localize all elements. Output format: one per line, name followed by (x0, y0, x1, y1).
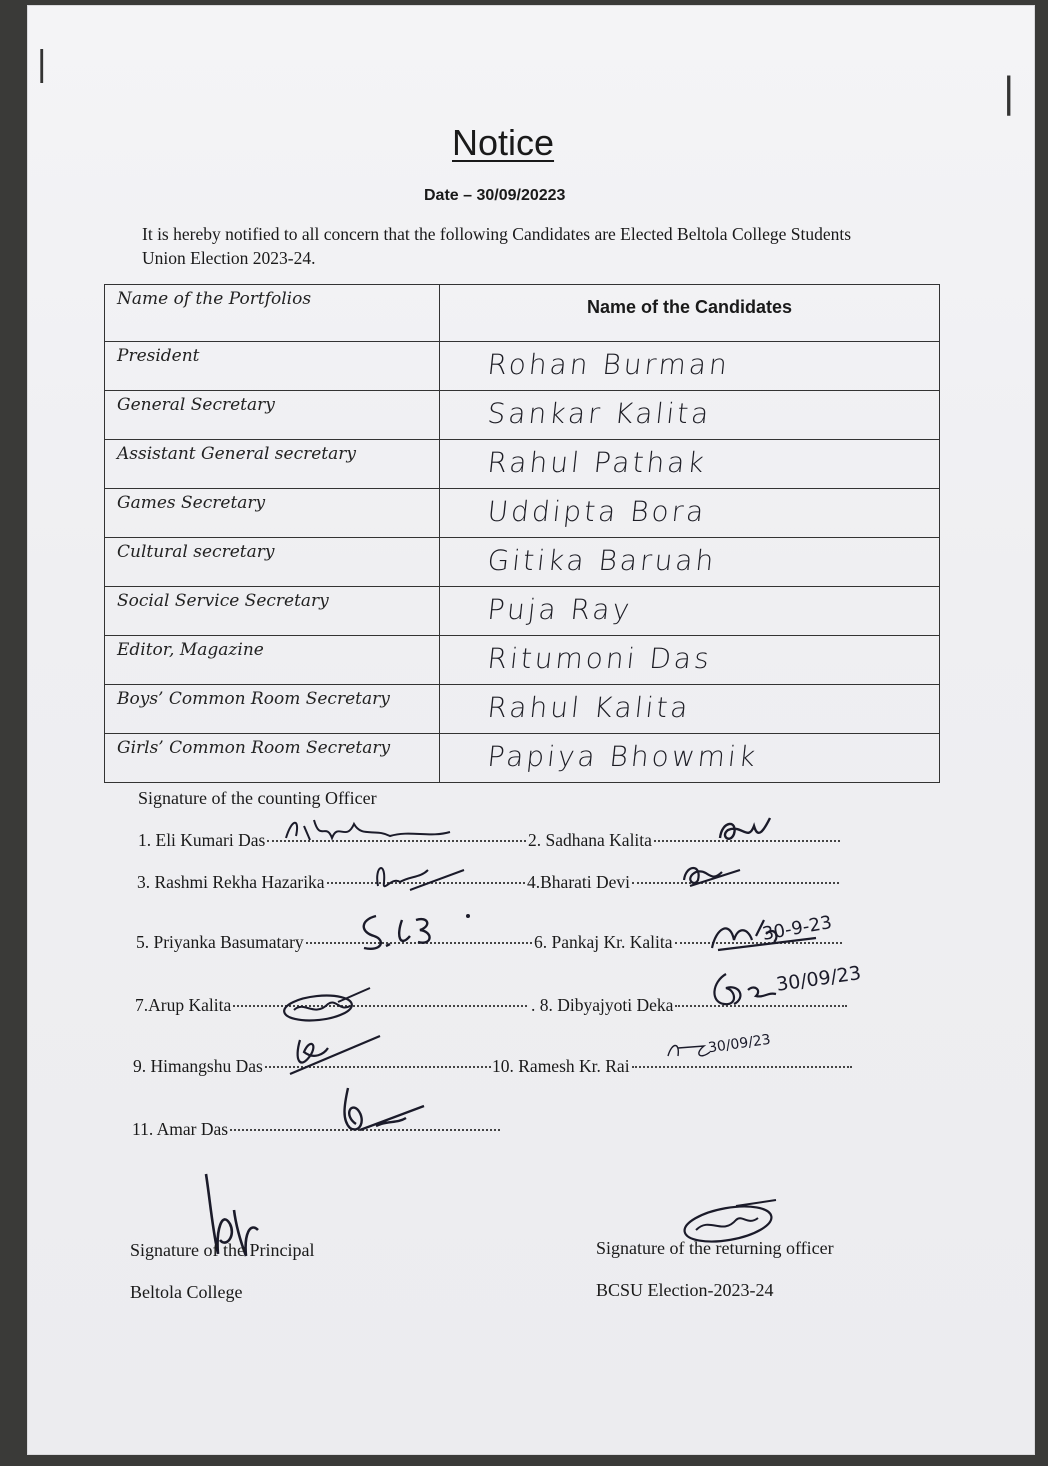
table-row (105, 734, 940, 783)
elected-candidates-table (104, 284, 940, 783)
handwritten-date: 30-9-23 (760, 912, 834, 945)
portfolio-cell: Games Secretary (117, 493, 266, 513)
portfolio-cell: Assistant General secretary (117, 444, 356, 464)
officer-signature-line (531, 995, 849, 1016)
portfolio-cell: Social Service Secretary (117, 591, 329, 611)
candidate-cell: Rohan Burman (485, 348, 732, 381)
signature-scrawl (676, 856, 746, 892)
notice-date: Date – 30/09/20223 (424, 187, 566, 204)
table-header-row (105, 285, 940, 342)
officer-signature-line (528, 830, 842, 851)
table-row (105, 342, 940, 391)
returning-officer-signature-label: Signature of the returning officer (596, 1238, 834, 1258)
election-name: BCSU Election-2023-24 (596, 1280, 774, 1300)
table-row (105, 489, 940, 538)
officer-name: 1. Eli Kumari Das (138, 830, 266, 850)
officer-name: 10. Ramesh Kr. Rai (492, 1056, 630, 1076)
table-row (105, 587, 940, 636)
portfolio-cell: Girls’ Common Room Secretary (117, 738, 391, 758)
officer-name: 4.Bharati Devi (527, 872, 631, 892)
candidate-cell: Rahul Pathak (485, 446, 709, 479)
portfolio-cell: Cultural secretary (117, 542, 275, 562)
candidate-column-header: Name of the Candidates (586, 297, 793, 317)
principal-institution: Beltola College (130, 1282, 243, 1302)
table-row (105, 685, 940, 734)
principal-signature-label: Signature of the Principal (130, 1240, 315, 1260)
officer-name: . 8. Dibyajyoti Deka (531, 995, 674, 1015)
candidate-cell: Papiya Bhowmik (485, 740, 760, 773)
candidate-cell: Puja Ray (485, 593, 634, 626)
candidate-cell: Ritumoni Das (485, 642, 714, 675)
portfolio-column-header: Name of the Portfolios (117, 289, 312, 309)
signature-scrawl (714, 812, 774, 848)
margin-mark: | (1002, 70, 1016, 116)
candidate-cell: Sankar Kalita (485, 397, 714, 430)
signature-scrawl (356, 906, 476, 956)
signature-scrawl (270, 1030, 390, 1080)
portfolio-cell: President (117, 346, 200, 366)
handwritten-date: 30/09/23 (774, 962, 863, 996)
table-row (105, 440, 940, 489)
officer-name: 7.Arup Kalita (135, 995, 232, 1015)
officer-name: 6. Pankaj Kr. Kalita (534, 932, 673, 952)
signature-scrawl (278, 986, 378, 1026)
candidate-cell: Uddipta Bora (485, 495, 709, 528)
officer-name: 5. Priyanka Basumatary (136, 932, 304, 952)
signature-scrawl (370, 856, 470, 896)
officer-name: 9. Himangshu Das (133, 1056, 263, 1076)
margin-mark: | (36, 44, 48, 84)
portfolio-cell: Editor, Magazine (117, 640, 264, 660)
handwritten-date: 30/09/23 (707, 1031, 772, 1057)
signature-scrawl (336, 1080, 436, 1140)
table-row (105, 636, 940, 685)
officer-name: 3. Rashmi Rekha Hazarika (137, 872, 325, 892)
notice-intro: It is hereby notified to all concern that the following Candidates are Elected Beltola College Students Union Election 2023-24. (142, 224, 852, 268)
table-row (105, 391, 940, 440)
officer-name: 11. Amar Das (132, 1119, 229, 1139)
officer-signature-line (132, 1119, 502, 1140)
table-row (105, 538, 940, 587)
portfolio-cell: General Secretary (117, 395, 275, 415)
candidate-cell: Rahul Kalita (485, 691, 693, 724)
portfolio-cell: Boys’ Common Room Secretary (117, 689, 390, 709)
counting-officer-heading: Signature of the counting Officer (138, 788, 377, 808)
officer-name: 2. Sadhana Kalita (528, 830, 652, 850)
page-title: Notice (452, 122, 555, 163)
signature-scrawl (280, 812, 470, 848)
candidate-cell: Gitika Baruah (485, 544, 719, 577)
